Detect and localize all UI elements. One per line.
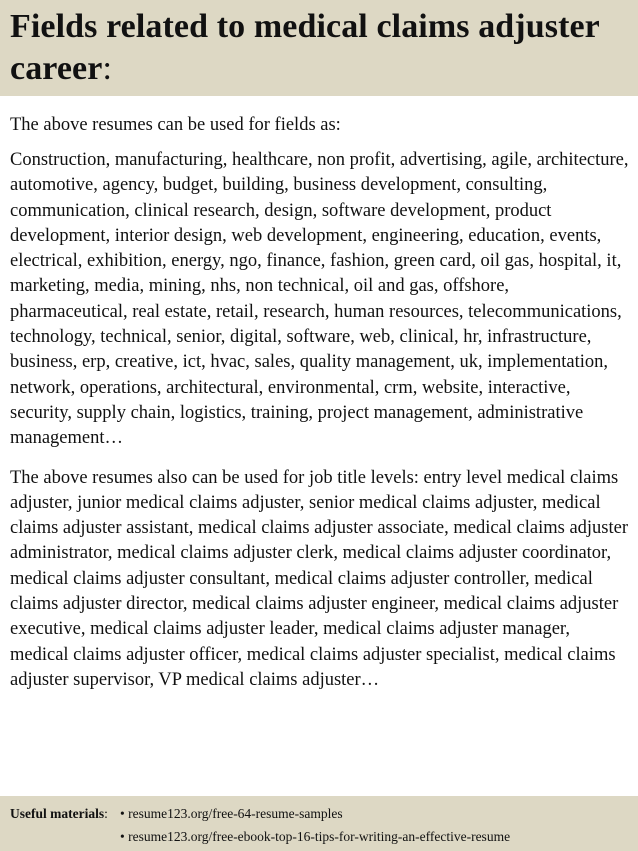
footer-row-2 [10, 825, 628, 848]
footer-band [0, 796, 638, 851]
footer-row-1 [10, 802, 628, 825]
page-title [10, 6, 628, 90]
useful-materials-label-text: Useful materials [10, 806, 105, 821]
job-levels-text: The above resumes also can be used for job title levels: entry level medical claims adjuster, junior medical claims adjuster, senior medical claims adjuster, medical claims adjuster assistant, medical claims adjuster associate, medical claims adjuster administrator, medical claims adjuster clerk, medical claims adjuster coordinator, medical claims adjuster consultant, medical claims adjuster controller, medical claims adjuster director, medical claims adjuster engineer, medical claims adjuster executive, medical claims adjuster leader, medical claims adjuster manager, medical claims adjuster officer, medical claims adjuster specialist, medical claims adjuster supervisor, VP medical claims adjuster… [10, 467, 629, 690]
page-title-colon: : [102, 50, 112, 87]
title-band [0, 0, 638, 96]
page-title-text: Fields related to medical claims adjuster career [10, 8, 600, 87]
footer-link-ebook-tips[interactable]: • resume123.org/free-ebook-top-16-tips-for-writing-an-effective-resume [120, 829, 511, 844]
useful-materials-label-colon: : [104, 806, 108, 821]
fields-list-text: Construction, manufacturing, healthcare, non profit, advertising, agile, architecture, automotive, agency, budget, building, business development, consulting, communication, clinical research, design, software development, product development, interior design, web development, engineering, education, events, electrical, exhibition, energy, ngo, finance, fashion, green card, oil gas, hospital, it, marketing, media, mining, nhs, non technical, oil and gas, offshore, pharmaceutical, real estate, retail, research, human resources, telecommunications, technology, technical, senior, digital, software, web, clinical, hr, infrastructure, business, erp, creative, ict, hvac, sales, quality management, uk, implementation, network, operations, architectural, environmental, crm, website, interactive, security, supply chain, logistics, training, project management, administrative management… [10, 150, 629, 449]
intro-text: The above resumes can be used for fields as: [10, 115, 341, 135]
main-content [0, 96, 638, 693]
footer-link-resume-samples[interactable]: • resume123.org/free-64-resume-samples [120, 806, 343, 821]
useful-materials-label [10, 802, 120, 825]
